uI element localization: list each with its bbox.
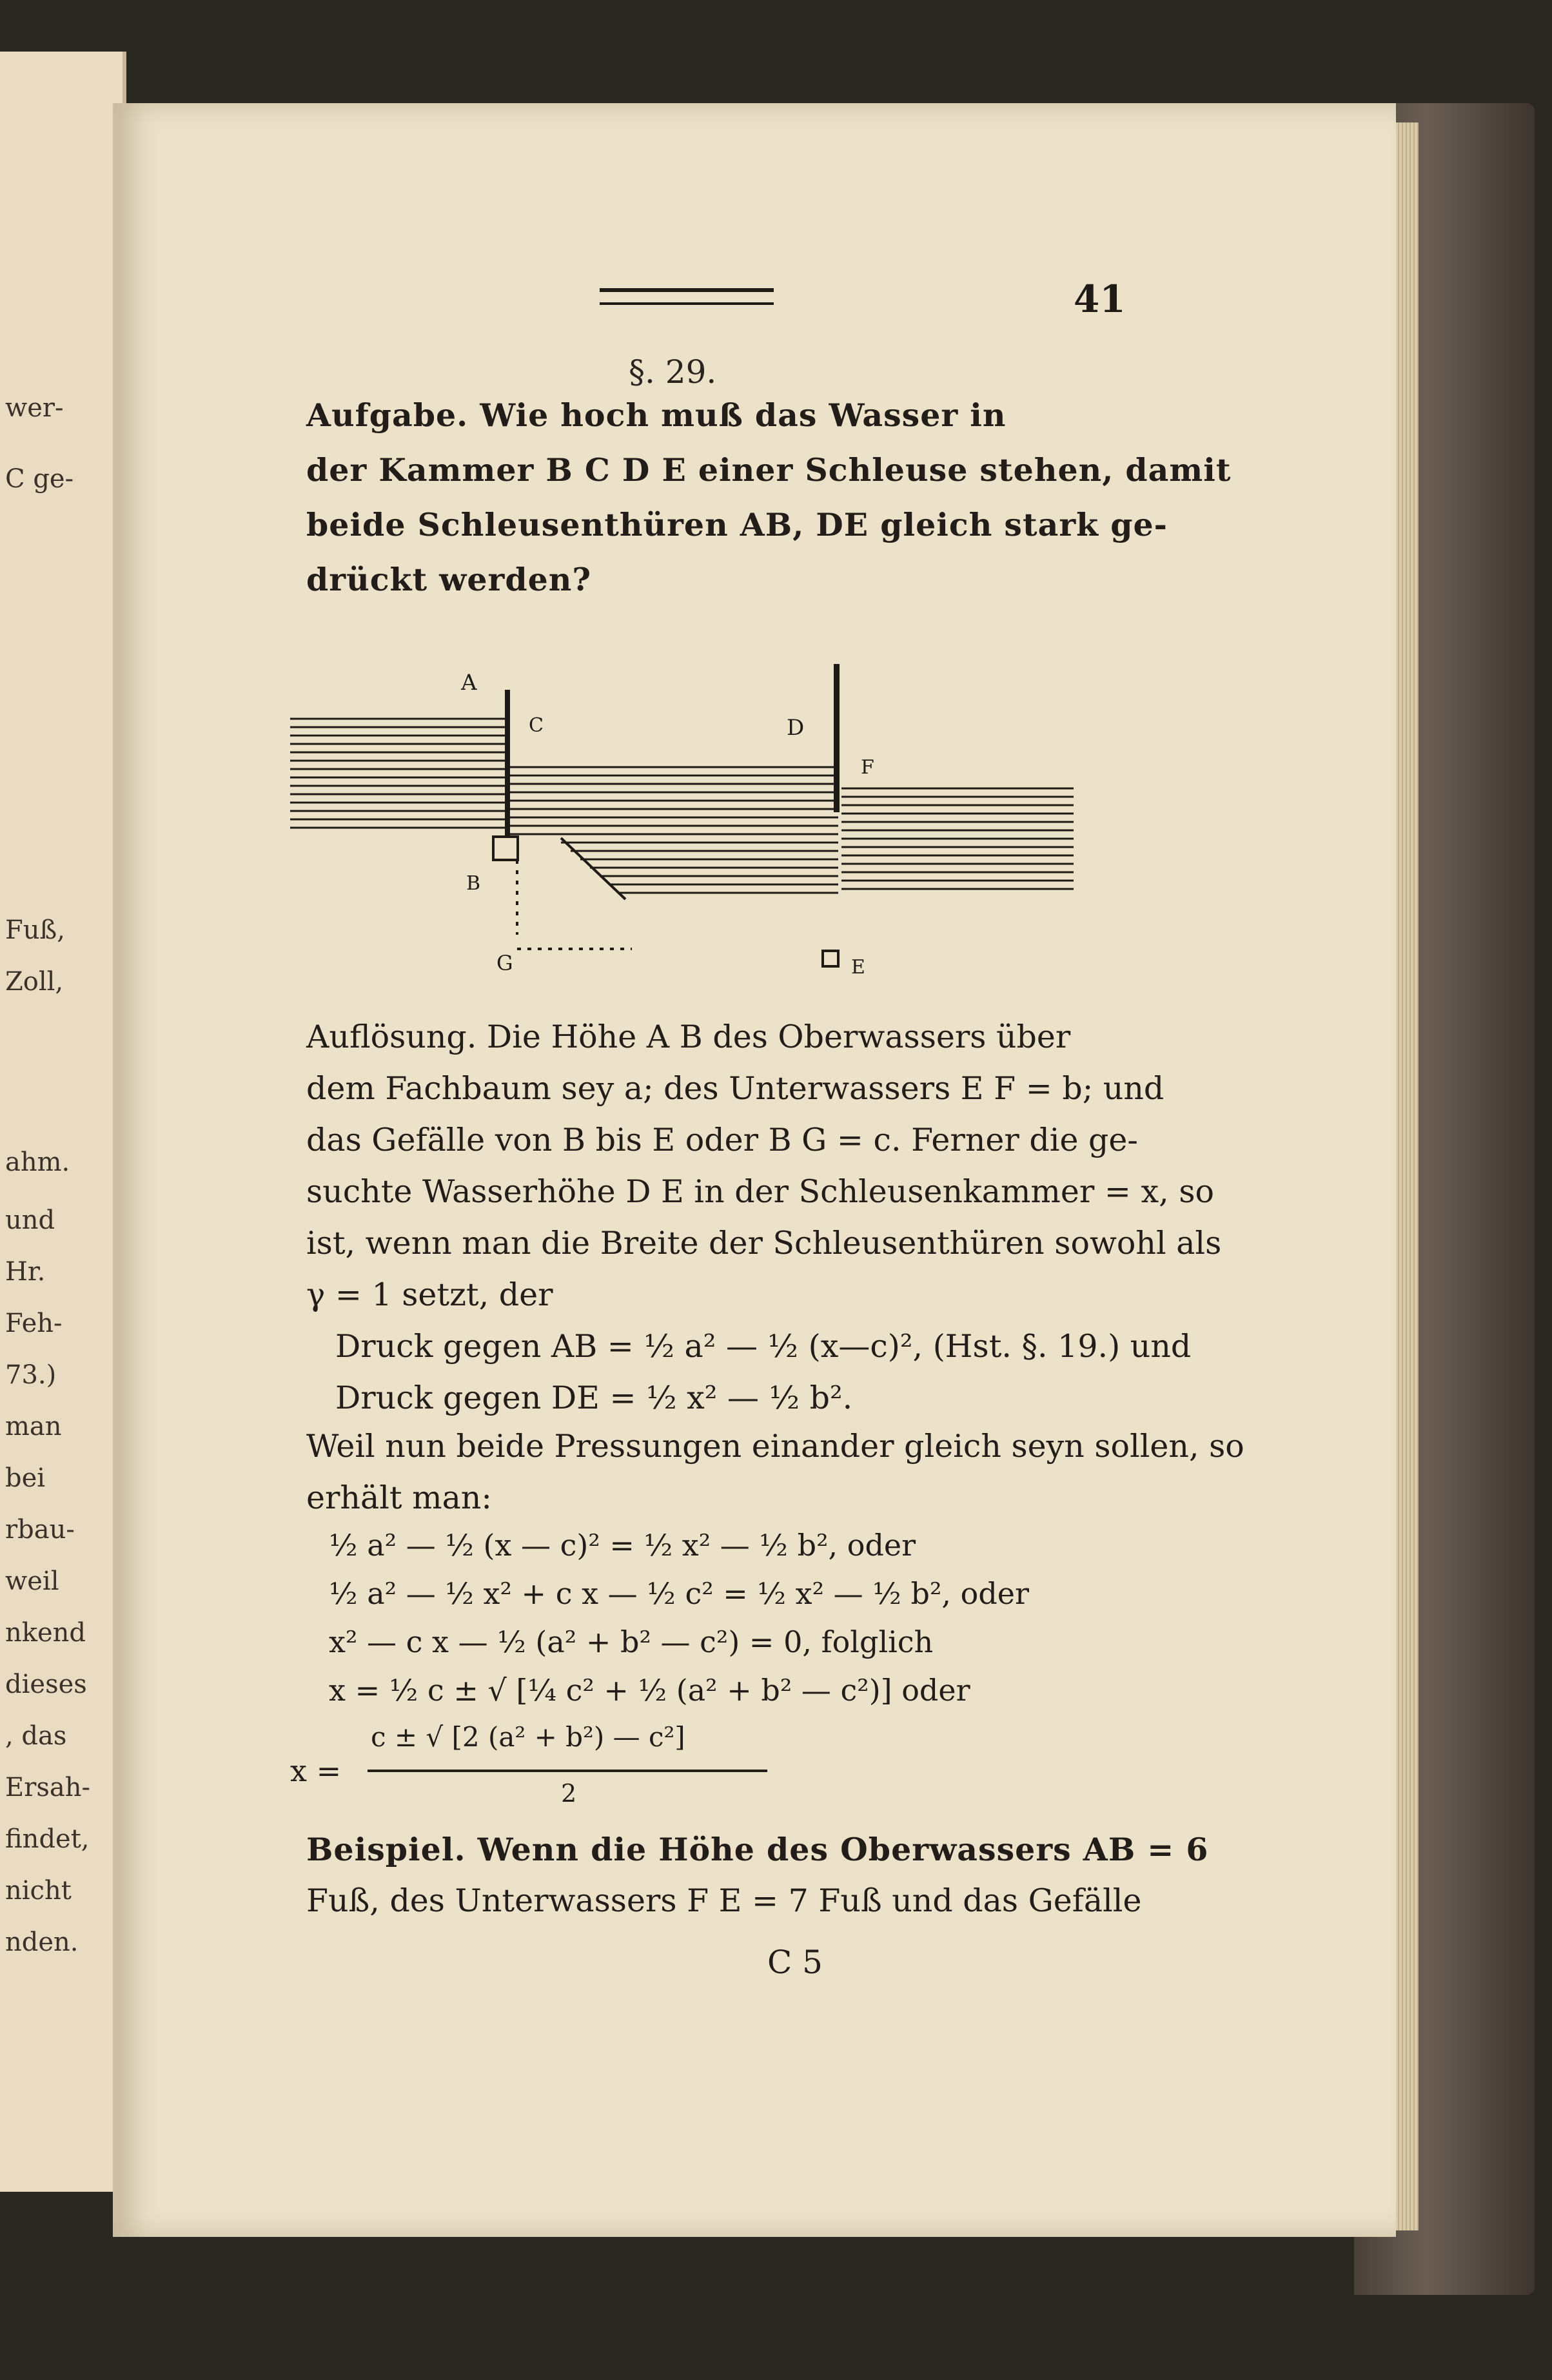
facing-page-fragment: nicht [5, 1876, 72, 1906]
solution-line: Auflösung. Die Höhe A B des Oberwassers über [306, 1019, 1071, 1055]
solution-line: dem Fachbaum sey a; des Unterwassers E F = b; und [306, 1070, 1164, 1107]
task-line: beide Schleusenthüren AB, DE gleich stark ge- [306, 506, 1168, 543]
facing-page-fragment: man [5, 1412, 62, 1441]
task-line: der Kammer B C D E einer Schleuse stehen, damit [306, 451, 1232, 489]
facing-page-fragment: Ersah- [5, 1773, 90, 1802]
example-line: Fuß, des Unterwassers F E = 7 Fuß und das Gefälle [306, 1882, 1142, 1919]
equation-line: ½ a² — ½ x² + c x — ½ c² = ½ x² — ½ b², oder [329, 1576, 1029, 1611]
facing-page-fragment: , das [5, 1721, 67, 1751]
facing-page-fragment: C ge- [5, 464, 74, 494]
facing-page-fragment: weil [5, 1566, 59, 1596]
facing-page-fragment: wer- [5, 393, 64, 423]
solution-line: ist, wenn man die Breite der Schleusenthüren sowohl als [306, 1225, 1222, 1262]
facing-page-fragment: nkend [5, 1618, 86, 1648]
solution-line: Weil nun beide Pressungen einander gleich seyn sollen, so [306, 1428, 1244, 1465]
final-equation-numerator: c ± √ [2 (a² + b²) — c²] [371, 1721, 685, 1753]
facing-page-fragment: Zoll, [5, 967, 64, 997]
task-line: Aufgabe. Wie hoch muß das Wasser in [306, 396, 1007, 434]
solution-line: das Gefälle von B bis E oder B G = c. Ferner die ge- [306, 1122, 1138, 1158]
label-c: C [529, 714, 544, 737]
facing-page-fragment: nden. [5, 1927, 79, 1957]
solution-line: suchte Wasserhöhe D E in der Schleusenkammer = x, so [306, 1173, 1214, 1210]
equation-line: x = ½ c ± √ [¼ c² + ½ (a² + b² — c²)] oder [329, 1673, 970, 1708]
task-line: drückt werden? [306, 561, 592, 598]
sluice-diagram [284, 651, 1090, 986]
header-rule [600, 288, 774, 305]
solution-line: erhält man: [306, 1479, 492, 1516]
facing-page-fragment: rbau- [5, 1515, 75, 1545]
final-equation-lhs: x = [290, 1753, 342, 1788]
lower-water [841, 788, 1074, 889]
facing-page-fragment: dieses [5, 1670, 87, 1699]
final-equation-denominator: 2 [561, 1779, 577, 1808]
label-d: D [787, 715, 805, 741]
facing-page [0, 52, 126, 2192]
label-e: E [851, 956, 865, 979]
signature-mark: C 5 [767, 1944, 823, 1981]
facing-page-fragment: 73.) [5, 1360, 57, 1390]
upper-water [290, 719, 506, 828]
example-line: Beispiel. Wenn die Höhe des Oberwassers AB = 6 [306, 1831, 1209, 1868]
sill-e [823, 951, 838, 966]
section-heading: §. 29. [629, 353, 717, 391]
chamber-water [509, 767, 838, 893]
facing-page-fragment: findet, [5, 1824, 90, 1854]
sill-b [493, 837, 518, 860]
solution-line: Druck gegen DE = ½ x² — ½ b². [335, 1380, 853, 1416]
label-b: B [466, 872, 481, 895]
solution-line: γ = 1 setzt, der [306, 1276, 553, 1313]
fraction-bar [368, 1770, 767, 1772]
facing-page-fragment: ahm. [5, 1147, 70, 1177]
label-f: F [861, 756, 874, 779]
label-g: G [496, 951, 513, 975]
equation-line: ½ a² — ½ (x — c)² = ½ x² — ½ b², oder [329, 1528, 916, 1563]
gate-ab [505, 690, 510, 838]
label-a: A [461, 670, 477, 696]
facing-page-fragment: Fuß, [5, 915, 65, 945]
facing-page-fragment: bei [5, 1463, 46, 1493]
facing-page-fragment: Hr. [5, 1257, 46, 1287]
facing-page-fragment: und [5, 1205, 55, 1235]
solution-line: Druck gegen AB = ½ a² — ½ (x—c)², (Hst. §. 19.) und [335, 1328, 1192, 1365]
gate-de [834, 664, 840, 812]
page-number: 41 [1074, 277, 1126, 321]
facing-page-fragment: Feh- [5, 1309, 63, 1338]
equation-line: x² — c x — ½ (a² + b² — c²) = 0, folglich [329, 1624, 934, 1659]
